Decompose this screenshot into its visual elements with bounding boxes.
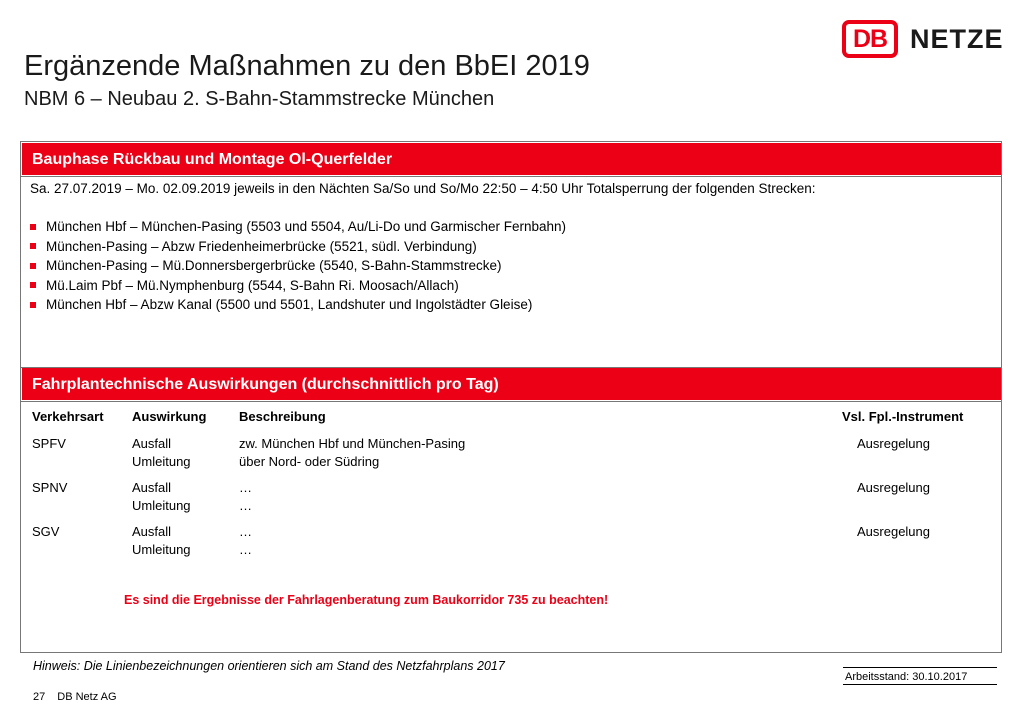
- divider: [21, 176, 1001, 177]
- divider: [843, 684, 997, 685]
- table-cell-beschreibung: …: [239, 498, 252, 513]
- content-frame: [20, 141, 1002, 653]
- bullet-square-icon: [30, 224, 36, 230]
- table-cell-auswirkung: Ausfall: [132, 436, 172, 451]
- work-status-date: Arbeitsstand: 30.10.2017: [845, 671, 968, 683]
- table-cell-instrument: Ausregelung: [857, 436, 930, 451]
- bullet-square-icon: [30, 243, 36, 249]
- table-cell-auswirkung: Umleitung: [132, 542, 191, 557]
- warning-note: Es sind die Ergebnisse der Fahrlagenberatung zum Baukorridor 735 zu beachten!: [124, 593, 609, 607]
- table-cell-instrument: Ausregelung: [857, 524, 930, 539]
- table-cell-verkehrsart: SPNV: [32, 480, 68, 495]
- table-cell-auswirkung: Ausfall: [132, 524, 172, 539]
- section-heading-auswirkungen: Fahrplantechnische Auswirkungen (durchschnittlich pro Tag): [22, 368, 1001, 400]
- table-cell-instrument: Ausregelung: [857, 480, 930, 495]
- list-item-text: München-Pasing – Abzw Friedenheimerbrücke (5521, südl. Verbindung): [46, 238, 477, 254]
- table-cell-auswirkung: Umleitung: [132, 454, 191, 469]
- column-header: Auswirkung: [132, 409, 207, 424]
- list-item-text: Mü.Laim Pbf – Mü.Nymphenburg (5544, S-Bahn Ri. Moosach/Allach): [46, 277, 459, 293]
- list-item-text: München Hbf – München-Pasing (5503 und 5504, Au/Li-Do und Garmischer Fernbahn): [46, 219, 567, 235]
- db-netze-logo: [842, 20, 1004, 58]
- bullet-square-icon: [30, 302, 36, 308]
- bullet-square-icon: [30, 282, 36, 288]
- section-intro-text: Sa. 27.07.2019 – Mo. 02.09.2019 jeweils in den Nächten Sa/So und So/Mo 22:50 – 4:50 Uhr Totalsperrung der folgenden Strecken:: [30, 181, 816, 196]
- table-cell-beschreibung: …: [239, 480, 252, 495]
- divider: [21, 401, 1001, 402]
- page-footer: [33, 691, 129, 703]
- table-cell-verkehrsart: SGV: [32, 524, 60, 539]
- table-cell-auswirkung: Umleitung: [132, 498, 191, 513]
- column-header: Beschreibung: [239, 409, 326, 424]
- table-cell-auswirkung: Ausfall: [132, 480, 172, 495]
- bullet-square-icon: [30, 263, 36, 269]
- netze-wordmark: NETZE: [910, 23, 1004, 54]
- page-number: 27: [33, 691, 46, 703]
- divider: [843, 667, 997, 668]
- table-cell-beschreibung: zw. München Hbf und München-Pasing: [239, 436, 466, 451]
- list-item: [30, 256, 566, 276]
- section-heading-bauphase: Bauphase Rückbau und Montage Ol-Querfelder: [22, 143, 1001, 175]
- page-subtitle: NBM 6 – Neubau 2. S-Bahn-Stammstrecke München: [24, 88, 495, 110]
- page-title: Ergänzende Maßnahmen zu den BbEI 2019: [24, 50, 590, 82]
- list-item: [30, 295, 566, 315]
- db-logo-mark: DB: [842, 20, 898, 58]
- list-item-text: München Hbf – Abzw Kanal (5500 und 5501, Landshuter und Ingolstädter Gleise): [46, 297, 533, 313]
- closure-list: [30, 217, 566, 315]
- column-header: Verkehrsart: [32, 409, 104, 424]
- table-cell-beschreibung: über Nord- oder Südring: [239, 454, 380, 469]
- column-header: Vsl. Fpl.-Instrument: [842, 409, 964, 424]
- table-cell-beschreibung: …: [239, 542, 252, 557]
- list-item-text: München-Pasing – Mü.Donnersbergerbrücke (5540, S-Bahn-Stammstrecke): [46, 258, 502, 274]
- list-item: [30, 217, 566, 237]
- hint-text: Hinweis: Die Linienbezeichnungen orientieren sich am Stand des Netzfahrplans 2017: [33, 659, 505, 673]
- list-item: [30, 276, 566, 296]
- table-cell-beschreibung: …: [239, 524, 252, 539]
- company-name: DB Netz AG: [57, 691, 117, 703]
- list-item: [30, 237, 566, 257]
- table-cell-verkehrsart: SPFV: [32, 436, 66, 451]
